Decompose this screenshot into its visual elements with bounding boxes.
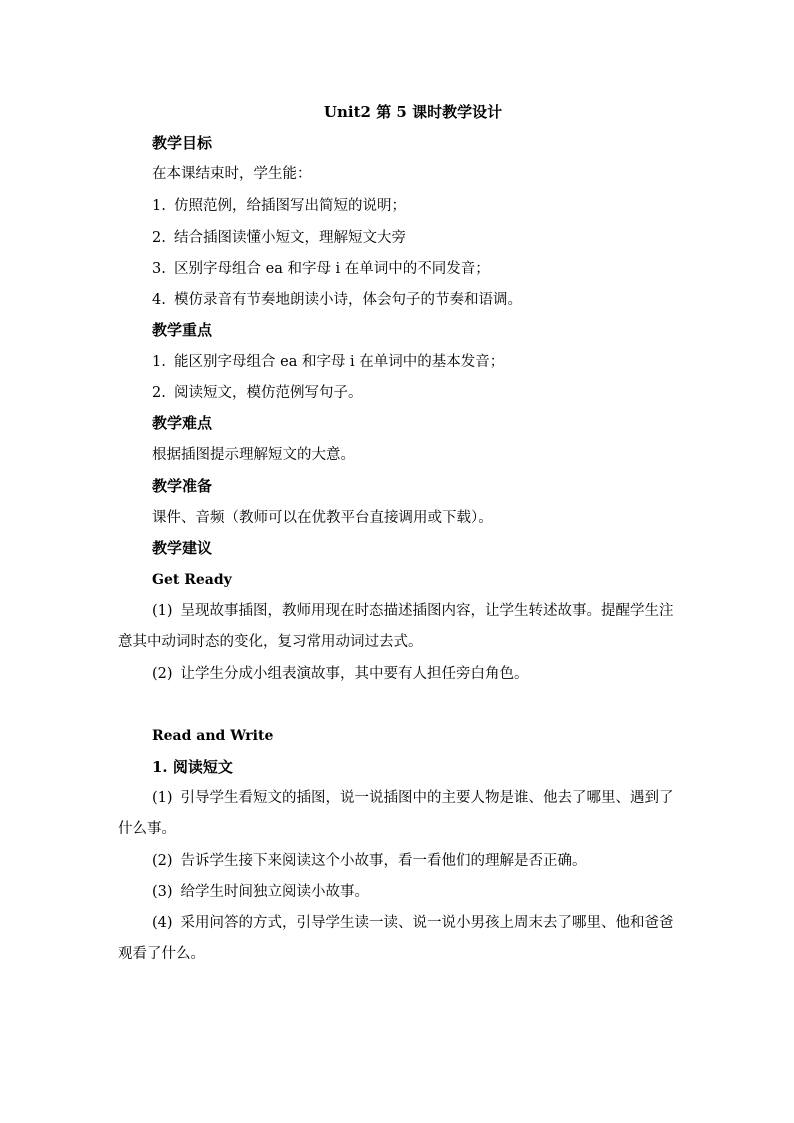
key-point-item: [152, 383, 363, 403]
read-write-paragraph-2: [152, 851, 587, 871]
get-ready-heading: Get Ready: [152, 572, 232, 588]
goal-item-text: 模仿录音有节奏地朗读小诗，体会句子的节奏和语调。: [174, 292, 522, 308]
get-ready-paragraph-2: [152, 664, 529, 684]
key-points-heading: 教学重点: [152, 321, 213, 339]
paragraph-number: (1): [152, 790, 173, 806]
goals-heading: 教学目标: [152, 134, 213, 152]
goal-item-number: 2.: [152, 230, 166, 246]
suggestions-heading: 教学建议: [152, 539, 213, 557]
paragraph-text: 采用问答的方式，引导学生读一读、说一说小男孩上周末去了哪里、他和爸爸观看了什么。: [118, 915, 674, 962]
paragraph-text: 告诉学生接下来阅读这个小故事，看一看他们的理解是否正确。: [180, 853, 587, 869]
difficulties-heading: 教学难点: [152, 414, 213, 432]
read-write-paragraph-1: [118, 783, 678, 845]
paragraph-number: (3): [152, 884, 173, 900]
read-write-heading: Read and Write: [152, 728, 274, 744]
key-point-text: 能区别字母组合 ea 和字母 i 在单词中的基本发音；: [174, 354, 505, 370]
document-title: Unit2 第 5 课时教学设计: [323, 103, 503, 121]
key-point-number: 1.: [152, 354, 166, 370]
goal-item-number: 4.: [152, 292, 166, 308]
paragraph-number: (1): [152, 603, 173, 619]
get-ready-paragraph-1: [118, 596, 678, 658]
key-point-number: 2.: [152, 385, 166, 401]
goal-item-number: 3.: [152, 261, 166, 277]
preparation-heading: 教学准备: [152, 477, 213, 495]
goal-item: [152, 290, 522, 310]
goal-item-text: 仿照范例，给插图写出简短的说明；: [174, 198, 406, 214]
paragraph-number: (2): [152, 666, 173, 682]
goals-intro: 在本课结束时，学生能：: [152, 166, 312, 182]
paragraph-number: (2): [152, 853, 173, 869]
read-write-paragraph-4: [118, 908, 678, 970]
goal-item: [152, 228, 406, 248]
difficulties-text: 根据插图提示理解短文的大意。: [152, 447, 355, 463]
paragraph-number: (4): [152, 915, 173, 931]
key-point-text: 阅读短文，模仿范例写句子。: [174, 385, 363, 401]
paragraph-text: 引导学生看短文的插图，说一说插图中的主要人物是谁、他去了哪里、遇到了什么事。: [118, 790, 674, 837]
goal-item: [152, 196, 406, 216]
goal-item-text: 区别字母组合 ea 和字母 i 在单词中的不同发音；: [174, 261, 490, 277]
paragraph-text: 呈现故事插图，教师用现在时态描述插图内容，让学生转述故事。提醒学生注意其中动词时态的变化，复习常用动词过去式。: [118, 603, 674, 650]
key-point-item: [152, 352, 504, 372]
goal-item-text: 结合插图读懂小短文，理解短文大旁: [174, 230, 406, 246]
paragraph-text: 让学生分成小组表演故事，其中要有人担任旁白角色。: [180, 666, 529, 682]
read-write-paragraph-3: [152, 882, 369, 902]
goal-item-number: 1.: [152, 198, 166, 214]
preparation-text: 课件、音频（教师可以在优教平台直接调用或下载）。: [152, 510, 493, 526]
paragraph-text: 给学生时间独立阅读小故事。: [180, 884, 370, 900]
reading-subheading: 1. 阅读短文: [152, 758, 233, 776]
goal-item: [152, 259, 490, 279]
